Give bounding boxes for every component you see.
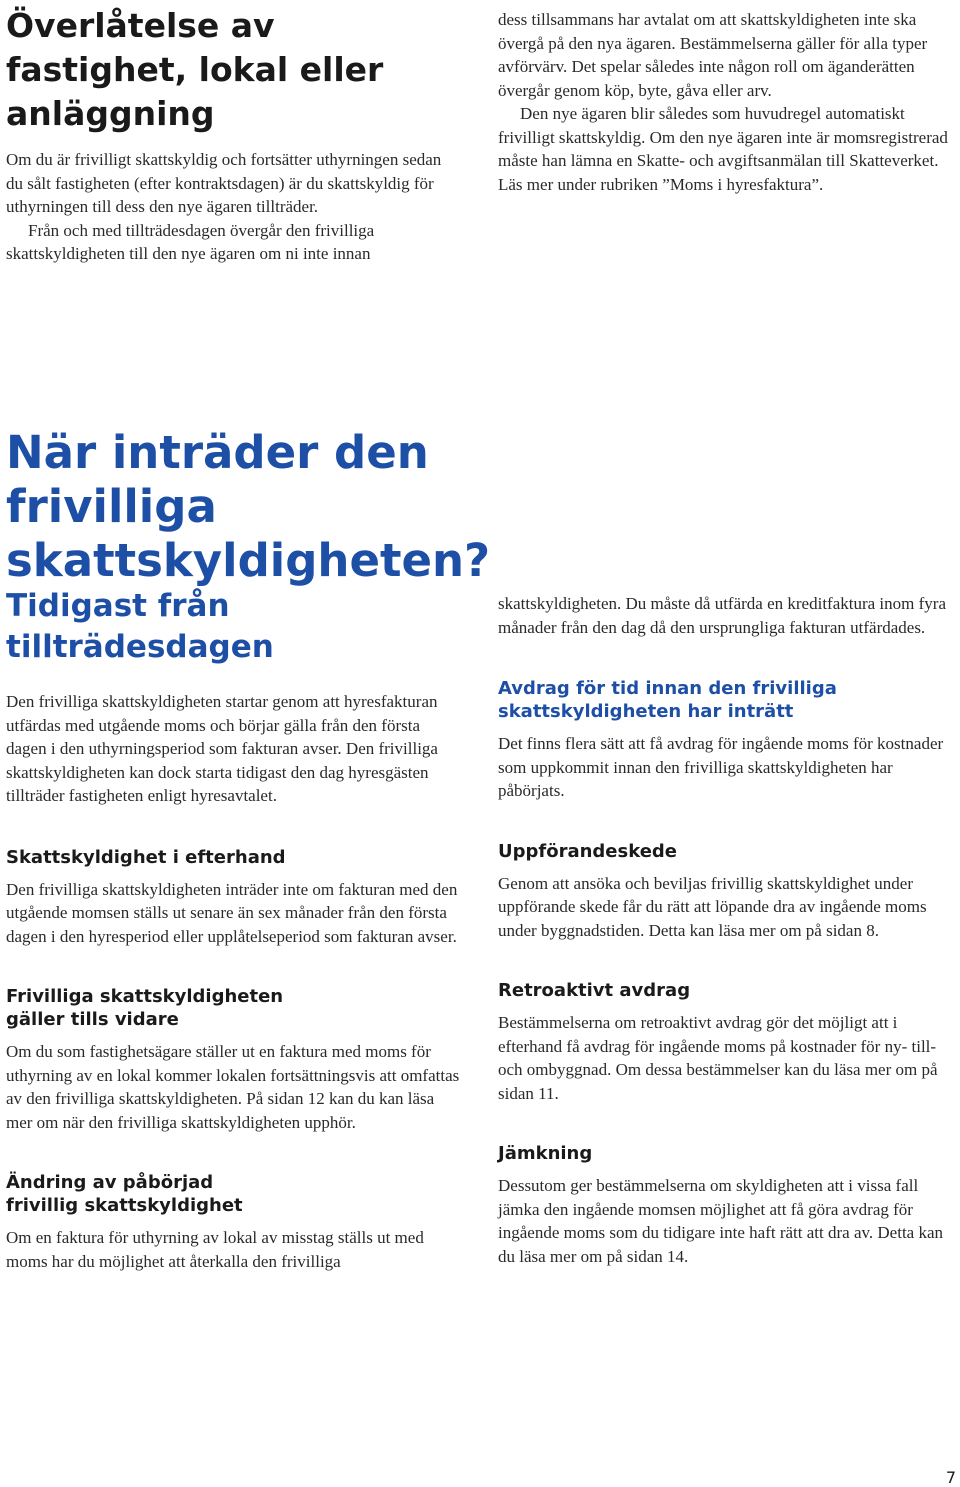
section-body: Den frivilliga skattskyldigheten inträder inte om fakturan med den utgående momsen ställs ut senare än sex månader från den första dagen i den hyresperiod eller upplåtelseperiod som fakturan avser. (6, 879, 458, 946)
section-body: Det finns flera sätt att få avdrag för ingående moms för kostnader som uppkommit innan den frivilliga skattskyldigheten har påbörjats. (498, 734, 944, 800)
top-left-text (6, 148, 446, 266)
section-block (498, 1142, 956, 1268)
section-body: Genom att ansöka och beviljas frivillig skattskyldighet under uppförande skede får du rätt att löpande dra av ingående moms under byggnadstiden. Detta kan läsa mer om på sidan 8. (498, 873, 927, 940)
paragraph: Den nye ägaren blir således som huvudregel automatiskt frivilligt skattskyldig. Om den nye ägaren inte är momsregistrerad måste han lämna en Skatte- och avgiftsanmälan till Skatteverket. Läs mer under rubriken ”Moms i hyresfaktura”. (498, 104, 948, 194)
intro-text: Den frivilliga skattskyldigheten startar genom att hyresfakturan utfärdas med utgående moms och börjar gälla från den första dagen i den uthyrningsperiod som fakturan avser. Den frivilliga skattskyldigheten kan dock starta tidigast den dag hyresgästen tillträder fastigheten enligt hyresavtalet. (6, 692, 438, 805)
top-left-column (6, 4, 446, 266)
section-heading: Ändring av påbörjad frivillig skattskyldighet (6, 1172, 243, 1216)
paragraph: Om du är frivilligt skattskyldig och fortsätter uthyrningen sedan du sålt fastigheten (efter kontraktsdagen) är du skattskyldig för uthyrningen till dess den nye ägaren tillträder. (6, 150, 442, 216)
section-block (498, 979, 956, 1105)
left-column (6, 586, 462, 1273)
section-heading: Frivilliga skattskyldigheten gäller tills vidare (6, 986, 284, 1030)
section-block (6, 846, 462, 949)
section-block (498, 677, 956, 803)
top-right-column (498, 8, 960, 196)
section-heading: Uppförandeskede (498, 840, 678, 862)
section-body: Dessutom ger bestämmelserna om skyldigheten att i vissa fall jämka den ingående momsen möjlighet att få göra avdrag för ingående moms som du tidigare inte haft rätt att dra av. Detta kan du läsa mer om på sidan 14. (498, 1176, 944, 1266)
section-body: Om en faktura för uthyrning av lokal av misstag ställs ut med moms har du möjlighet att återkalla den frivilliga (6, 1228, 424, 1271)
section-block (6, 985, 462, 1134)
paragraph: dess tillsammans har avtalat om att skattskyldigheten inte ska övergå på den nya ägaren. Bestämmelserna gäller för alla typer avförvärv. Det spelar således inte någon roll om äganderätten övergår genom köp, byte, gåva eller arv. (498, 10, 928, 100)
page-number: 7 (945, 1468, 956, 1487)
continued-text: skattskyldigheten. Du måste då utfärda en kreditfaktura inom fyra månader från den dag då den ursprungliga fakturan utfärdades. (498, 594, 946, 637)
section-body: Bestämmelserna om retroaktivt avdrag gör det möjligt att i efterhand få avdrag för ingående moms på kostnader för ny- till- och ombyggnad. Om dessa bestämmelser kan du läsa mer om på sidan 11. (498, 1013, 938, 1103)
main-heading: När inträder den frivilliga skattskyldigheten? (6, 426, 491, 587)
section-heading: Jämkning (498, 1143, 593, 1164)
section-block (498, 840, 956, 943)
paragraph: Från och med tillträdesdagen övergår den frivilliga skattskyldigheten till den nye ägaren om ni inte innan (6, 220, 375, 263)
sub-heading: Tidigast från tillträdesdagen (6, 588, 274, 665)
section-block (6, 1171, 462, 1273)
section-body: Om du som fastighetsägare ställer ut en faktura med moms för uthyrning av en lokal kommer lokalen fortsättningsvis att omfattas av den frivilliga skattskyldigheten. På sidan 12 kan du kan läsa mer om när den frivilliga skattskyldigheten upphör. (6, 1042, 460, 1132)
section-title: Överlåtelse av fastighet, lokal eller anläggning (6, 6, 384, 133)
section-heading: Avdrag för tid innan den frivilliga skattskyldigheten har inträtt (498, 678, 837, 722)
right-column (498, 592, 956, 1268)
section-heading: Retroaktivt avdrag (498, 980, 691, 1001)
section-heading: Skattskyldighet i efterhand (6, 846, 286, 868)
main-heading-block (6, 426, 946, 588)
